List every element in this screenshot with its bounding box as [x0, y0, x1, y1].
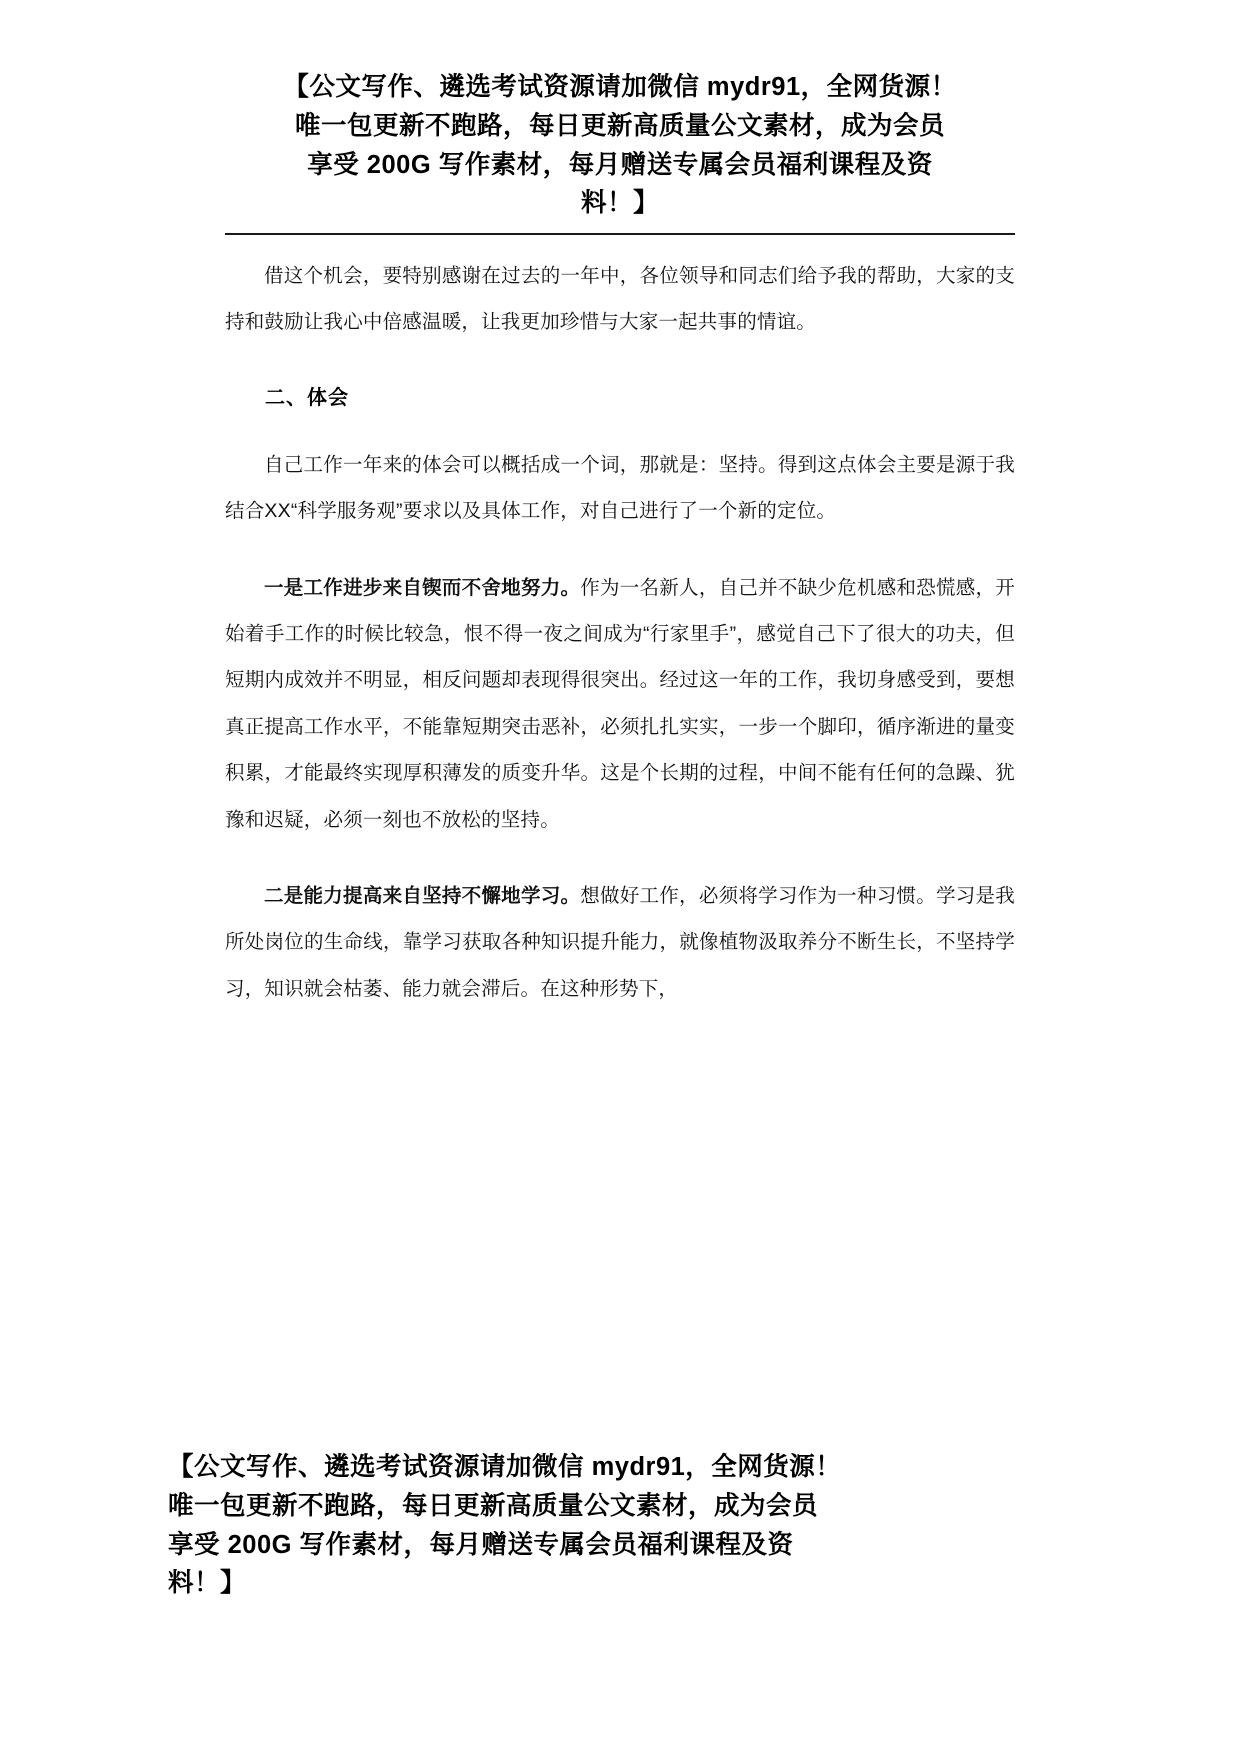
header-banner-line-3: 享受 200G 写作素材，每月赠送专属会员福利课程及资 — [307, 150, 933, 179]
header-banner-line-2: 唯一包更新不跑路，每日更新高质量公文素材，成为会员 — [294, 111, 945, 140]
footer-banner — [168, 1448, 998, 1603]
paragraph-summary: 自己工作一年来的体会可以概括成一个词，那就是：坚持。得到这点体会主要是源于我结合XX“科学服务观”要求以及具体工作，对自己进行了一个新的定位。 — [225, 453, 1015, 523]
header-banner-line-1: 【公文写作、遴选考试资源请加微信 mydr91，全网货源！ — [283, 73, 957, 101]
header-banner-line-4: 料！】 — [580, 189, 659, 218]
footer-banner-line-3: 享受 200G 写作素材，每月赠送专属会员福利课程及资 — [168, 1530, 794, 1559]
document-body — [225, 235, 1015, 1012]
point-two-lead: 二是能力提高来自坚持不懈地学习。 — [264, 885, 581, 908]
spacer — [225, 535, 1015, 565]
paragraph-point-one — [225, 565, 1015, 843]
paragraph-point-two — [225, 873, 1015, 1012]
spacer — [225, 346, 1015, 376]
footer-banner-line-2: 唯一包更新不跑路，每日更新高质量公文素材，成为会员 — [168, 1491, 819, 1520]
point-one-lead: 一是工作进步来自锲而不舍地努力。 — [264, 576, 581, 599]
spacer — [225, 420, 1015, 442]
point-one-text: 作为一名新人，自己并不缺少危机感和恐慌感，开始着手工作的时候比较急，恨不得一夜之间成为“行家里手”，感觉自己下了很大的功夫，但短期内成效并不明显，相反问题却表现得很突出。经过这一年的工作，我切身感受到，要想真正提高工作水平，不能靠短期突击恶补，必须扎扎实实，一步一个脚印，循序渐进的量变积累，才能最终实现厚积薄发的质变升华。这是个长期的过程，中间不能有任何的急躁、犹豫和迟疑，必须一刻也不放松的坚持。 — [225, 576, 1015, 831]
section-heading-experience: 二、体会 — [265, 386, 349, 409]
footer-banner-line-1: 【公文写作、遴选考试资源请加微信 mydr91，全网货源！ — [168, 1453, 842, 1481]
point-two-text: 想做好工作，必须将学习作为一种习惯。学习是我所处岗位的生命线，靠学习获取各种知识提升能力，就像植物汲取养分不断生长，不坚持学习，知识就会枯萎、能力就会滞后。在这种形势下， — [225, 885, 1015, 1000]
spacer — [225, 843, 1015, 873]
footer-banner-line-4: 料！】 — [168, 1569, 247, 1598]
paragraph-thanks: 借这个机会，要特别感谢在过去的一年中，各位领导和同志们给予我的帮助，大家的支持和鼓励让我心中倍感温暖，让我更加珍惜与大家一起共事的情谊。 — [225, 265, 1015, 334]
header-banner — [225, 0, 1015, 223]
